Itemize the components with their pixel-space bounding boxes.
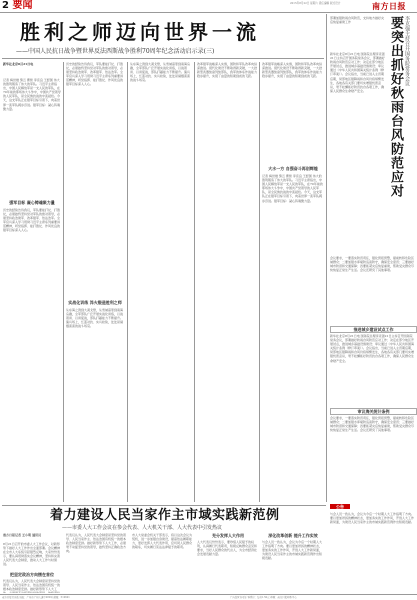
divider <box>2 505 326 506</box>
footer-rule <box>0 594 417 595</box>
main-col-2-subhead: 实战化训练 淬火锻造胜利之师 <box>68 300 122 305</box>
right-box-body: 新华社北京8月21日电 国务院总理李克强21日主持召开国务院常务会议，部署做好秋雨台风防范应对工作；决定在部分地区开展试点，推进城乡基础设施建设；审议通过《中华人民共和国海关统计条例（修订草案）》。会议指出，当前已进入主汛期后期，局部地区强降雨和台风仍将频繁发生，各地各有关部门要切实增强忧患意识，毫不松懈抓好防汛抗台各项工作，确保人民群众生命财产安全。 <box>330 334 415 363</box>
column-rule <box>259 62 260 502</box>
main-col-1-subhead: 强军目标 凝心铸魂聚力量 <box>9 200 55 205</box>
right-bottom-col: 与会人员一致认为，会议为今后一个时期人大工作指明了方向。要以更加昂扬的精神状态，更加务实的工作作风，开创人大工作新局面，为建设人民当家作主的市域实践新范例作出积极贡献。 <box>330 512 415 525</box>
main-headline: 胜利之师迈向世界一流 <box>20 20 260 44</box>
footer-left: 南方日报社出版 地址：广州市广州大道中289号 邮编：510601 <box>2 596 70 599</box>
right-body-2: 会议要求，一要落实防汛责任，强化预报预警，提前转移危险区域群众；二要加强水库堤防巡查防守，确保安全度汛；三要做好城市防涝和交通保障；四要抓紧灾后恢复重建，帮助受灾群众尽快恢复正常生产生活。会议还研究了其他事项。 <box>330 256 415 273</box>
bottom-col-4-subhead: 充分发挥人大作用 <box>212 533 244 538</box>
main-col-5: 改革强军战略深入实施，国防和军队改革向纵深推进。现代化建设不断取得新突破，一大批新型武器装备列装部队，我军的体系作战能力稳步提升，实现了由量的积累到质的飞跃。 <box>262 62 323 79</box>
bottom-col-1-cont: 代表们认为，人民代表大会制度是坚持党的领导、人民当家作主、依法治国有机统一的根本政治制度安排。做好新形势下人大工 <box>3 579 61 592</box>
main-col-4: 改革强军战略深入实施，国防和军队改革向纵深推进。现代化建设不断取得新突破，一大批新型武器装备列装部队，我军的体系作战能力稳步提升，实现了由量的积累到质的飞跃。 <box>197 62 258 79</box>
right-box-2-title: 审议海关统计条例 <box>330 408 417 415</box>
main-byline: 新华社北京8月21日电 <box>3 62 34 66</box>
column-rule <box>127 62 128 502</box>
bottom-col-5: 与会人员一致认为，会议为今后一个时期人大工作指明了方向。要以更加昂扬的精神状态，更加务实的工作作风，开创人大工作新局面，为建设人民当家作主的市域实践新范例作出积极贡献。 <box>262 540 323 561</box>
main-col-2-cont: 从东海之滨到大漠戈壁，从雪域高原到南海岛礁，全军部队广泛开展实战化训练，以战领训、以训促战，部队打赢能力不断提升。演兵场上，红蓝对抗、实兵检验，处处是硝烟滚滚的战斗场景。 <box>66 308 124 329</box>
bottom-col-4: 人大代表们纷纷表示，要珍惜人民赋予的权利，认真履行代表职责，积极反映群众意见和要求，当好人民群众的代言人，为全市经济社会发展贡献力量。 <box>197 540 258 557</box>
masthead-logo: 南方日报 <box>372 1 406 11</box>
bottom-col-5-subhead: 深化改革创新 提升工作实效 <box>268 533 318 538</box>
divider <box>2 58 324 59</box>
right-intro: 部署加强秋雨台风防范，支持地方做好灾后恢复重建工作 <box>330 16 385 25</box>
bottom-col-2: 代表们认为，人民代表大会制度是坚持党的领导、人民当家作主、依法治国有机统一的根本政治制度安排。做好新形势下人大工作，必须毫不动摇坚持党的领导，始终坚持正确政治方向。 <box>66 533 127 554</box>
page-number: 2 要闻 <box>2 0 33 11</box>
main-col-1: 记者 梅世雄 黎云 曹智 李宣良 王经国 伟大的胜利锻造了伟大的军队。习近平主席指出，中国人民解放军是一支人民的军队，在70年前的那场伟大斗争中，中国共产党领导的人民军队，是全民族抗战的中流砥柱。今天，这支军队正在强军目标引领下，向着世界一流军队阔步迈进。强军目标：凝心铸魂聚力量。 <box>3 78 61 111</box>
notice-badge: 公告 <box>330 504 350 509</box>
right-kicker: 李克强主持召开国务院常务会议 <box>404 16 410 86</box>
bottom-col-3: 市人大常委会机关干部表示，将以这次会议为契机，进一步加强自身建设，提高依法履职能力，更好发挥人大代表作用，密切同人民群众的联系，切实履行宪法法律赋予的职责。 <box>132 533 193 550</box>
header-dateline: 2015年8月22日 星期六 责任编辑 版式设计 <box>290 2 341 5</box>
main-col-1-cont: 历史的经验告诉我们，军队要能打仗、打胜仗，必须始终坚持党对军队的绝对领导，必须坚持政治建军、改革强军、依法治军。全军官兵深入学习贯彻习近平主席系列重要讲话精神，听党指挥、能打胜仗、作风优良的强军目标深入人心。 <box>3 208 61 233</box>
right-box-title: 推进城乡建设试点工作 <box>330 326 417 333</box>
main-col-3: 从东海之滨到大漠戈壁，从雪域高原到南海岛礁，全军部队广泛开展实战化训练，以战领训、以训促战，部队打赢能力不断提升。演兵场上，红蓝对抗、实兵检验，处处是硝烟滚滚的战斗场景。 <box>130 62 191 83</box>
main-col-2: 历史的经验告诉我们，军队要能打仗、打胜仗，必须始终坚持党对军队的绝对领导，必须坚持政治建军、改革强军、依法治军。全军官兵深入学习贯彻习近平主席系列重要讲话精神，听党指挥、能打胜仗、作风优良的强军目标深入人心。 <box>66 62 124 87</box>
main-subhead: ——中国人民抗日战争暨世界反法西斯战争胜利70周年纪念活动启示录(三) <box>16 48 215 55</box>
bottom-col-1: 8月21日召开的市委人大工作会议，对新形势下做好人大工作作出全面部署。会议精神在全市人大系统引起强烈反响，大家纷纷表示，要认真贯彻落实会议精神，坚持和完善人民代表大会制度，推动人大工作与时俱进。 <box>3 542 61 567</box>
right-title: 要突出抓好秋雨台风防范应对 <box>388 16 403 198</box>
right-box-2-body: 会议要求，一要落实防汛责任，强化预报预警，提前转移危险区域群众；二要加强水库堤防巡查防守，确保安全度汛；三要做好城市防涝和交通保障；四要抓紧灾后恢复重建，帮助受灾群众尽快恢复正常生产生活。会议还研究了其他事项。 <box>330 416 415 433</box>
bottom-subhead: ——市委人大工作会议在参会代表、人大机关干部、人大代表中引发热议 <box>62 525 223 531</box>
footer-right: 广告经营许可证 零售价：每份1.50元 印刷：南方日报印务中心 <box>230 596 297 599</box>
main-col-5-subhead: 大水一方 自强奋斗再创辉煌 <box>268 166 318 171</box>
bottom-headline: 着力建设人民当家作主市域实践新范例 <box>50 508 280 523</box>
section-name: 要闻 <box>12 0 33 11</box>
bottom-col-1-subhead: 把坚定政治方向摆在首位 <box>10 572 54 577</box>
column-rule <box>63 62 64 502</box>
column-rule <box>326 14 327 502</box>
right-body: 新华社北京8月21日电 国务院总理李克强21日主持召开国务院常务会议，部署做好秋雨台风防范应对工作；决定在部分地区开展试点，推进城乡基础设施建设；审议通过《中华人民共和国海关统计条例（修订草案）》。会议指出，当前已进入主汛期后期，局部地区强降雨和台风仍将频繁发生，各地各有关部门要切实增强忧患意识，毫不松懈抓好防汛抗台各项工作，确保人民群众生命财产安全。 <box>330 52 385 93</box>
column-rule <box>194 62 195 502</box>
bottom-byline: 南方日报记者 王小明 通讯员 <box>3 533 42 537</box>
main-col-5-cont: 记者 梅世雄 黎云 曹智 李宣良 王经国 伟大的胜利锻造了伟大的军队。习近平主席指出，中国人民解放军是一支人民的军队，在70年前的那场伟大斗争中，中国共产党领导的人民军队，是全民族抗战的中流砥柱。今天，这支军队正在强军目标引领下，向着世界一流军队阔步迈进。强军目标：凝心铸魂聚力量。 <box>262 174 323 203</box>
